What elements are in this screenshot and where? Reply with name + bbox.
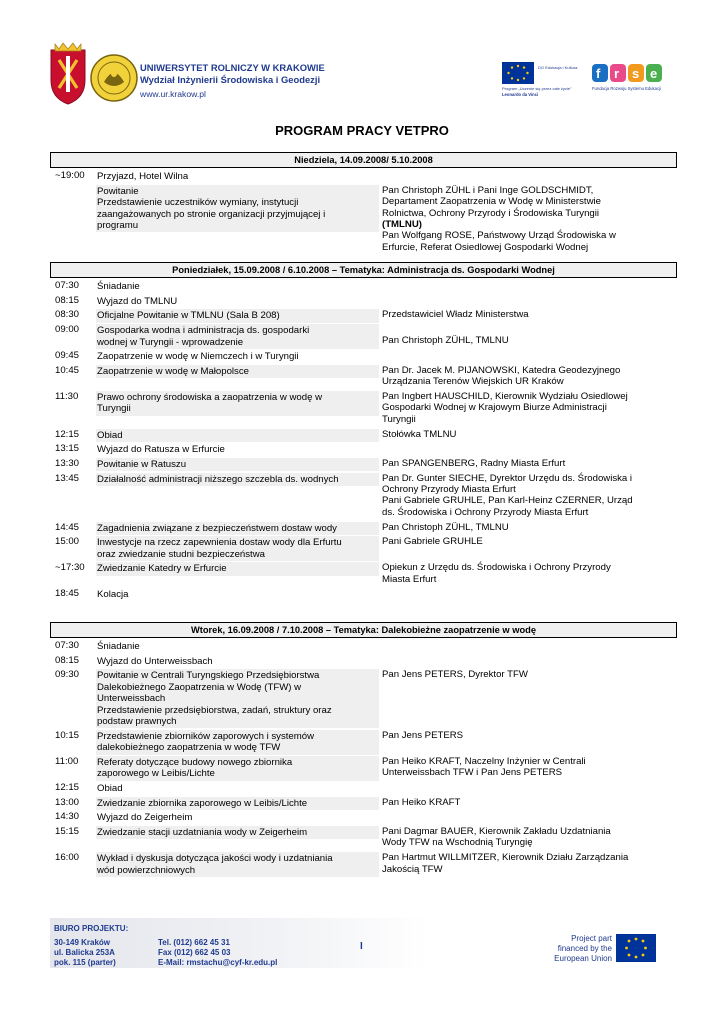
partner-logos	[500, 58, 682, 98]
responsible-line: Pan Christoph ZÜHL, TMLNU	[382, 521, 509, 533]
activity-line: Powitanie	[97, 185, 139, 197]
activity-line: wód powierzchniowych	[97, 864, 196, 876]
activity-line: zaporowego w Leibis/Lichte	[97, 768, 215, 780]
activity-line: Oficjalne Powitanie w TMLNU (Sala B 208)	[97, 310, 280, 322]
row-activity	[96, 458, 379, 471]
activity-line: podstaw prawnych	[97, 716, 177, 728]
responsible-line: Przedstawiciel Władz Ministerstwa	[382, 309, 529, 321]
day-header: Poniedziałek, 15.09.2008 / 6.10.2008 – Tematyka: Administracja ds. Gospodarki Wodnej	[50, 262, 677, 278]
frse-logo-icon	[592, 64, 662, 82]
row-activity	[96, 280, 379, 293]
responsible-line: Jakością TFW	[382, 863, 443, 875]
svg-text:s: s	[632, 66, 640, 81]
schedule-row	[50, 826, 675, 849]
row-responsible	[382, 309, 672, 320]
row-time: 08:15	[55, 294, 80, 306]
responsible-line: Wody TFW na Wschodnią Turyngię	[382, 837, 533, 849]
responsible-line: Rolnictwa, Ochrony Przyrody i Środowiska Turyngii	[382, 207, 600, 219]
schedule-row	[50, 391, 675, 425]
row-time: 10:45	[55, 364, 80, 376]
schedule-row	[50, 365, 675, 388]
responsible-line: Unterweissbach TFW i Pan Jens PETERS	[382, 767, 563, 779]
row-time: 11:30	[55, 391, 79, 402]
university-logos	[47, 40, 139, 106]
row-responsible	[382, 797, 672, 808]
row-activity	[96, 185, 379, 233]
responsible-line: Pan Dr. Jacek M. PIJANOWSKI, Katedra Geodezyjnego	[382, 364, 621, 376]
partner-text-dg: DG Edukacja i Kultura	[538, 65, 578, 70]
row-time: 15:00	[55, 536, 80, 548]
activity-line: dalekobieżnego zaopatrzenia w wodę TFW	[97, 742, 281, 754]
schedule-row	[50, 669, 675, 726]
address-street: ul. Balicka 253A	[54, 948, 115, 957]
row-activity	[96, 443, 379, 456]
activity-line: Unterweissbach	[97, 693, 166, 705]
row-time: 09:00	[55, 324, 80, 336]
schedule-row	[50, 324, 675, 347]
eu-text-3: European Union	[554, 954, 612, 963]
row-responsible	[382, 756, 672, 779]
schedule-row	[50, 756, 675, 779]
responsible-line: (TMLNU)	[382, 218, 422, 230]
schedule-row	[50, 782, 675, 793]
responsible-line: ds. Środowiska i Ochrony Przyrody Miasta Erfurt	[382, 506, 589, 518]
row-time: 08:15	[55, 654, 80, 666]
eu-text-1: Project part	[571, 934, 612, 943]
row-responsible	[382, 473, 672, 519]
office-address	[54, 938, 116, 968]
responsible-line: Departament Zaopatrzenia w Wodę w Ministerstwie	[382, 196, 601, 208]
activity-line: Kolacja	[97, 589, 129, 601]
frse-text: Fundacja Rozwoju Systemu Edukacji	[592, 86, 661, 91]
svg-text:e: e	[650, 66, 658, 81]
activity-line: Wyjazd do Ratusza w Erfurcie	[97, 444, 225, 456]
eu-text-2: financed by the	[557, 944, 612, 953]
faculty-name: Wydział Inżynierii Środowiska i Geodezji	[140, 74, 321, 85]
eu-flag-footer-icon	[616, 934, 656, 962]
row-time: 07:30	[55, 640, 80, 651]
activity-line: Wyjazd do TMLNU	[97, 295, 178, 307]
schedule-row	[50, 811, 675, 822]
activity-line: Obiad	[97, 782, 123, 794]
row-activity	[96, 756, 379, 781]
university-url[interactable]: www.ur.krakow.pl	[140, 89, 206, 99]
row-activity	[96, 429, 379, 442]
activity-line: Dalekobieżnego Zaopatrzenia w Wodę (TFW) w	[97, 681, 302, 693]
row-time: 15:15	[55, 826, 80, 837]
row-activity	[96, 730, 379, 755]
activity-line: Śniadanie	[97, 641, 140, 652]
schedule-row	[50, 458, 675, 469]
row-activity	[96, 826, 379, 839]
responsible-line: Pan Heiko KRAFT, Naczelny Inżynier w Centrali	[382, 755, 586, 767]
eu-funding-text	[548, 934, 612, 964]
schedule-row	[50, 473, 675, 519]
responsible-line: Pan Dr. Gunter SIECHE, Dyrektor Urzędu ds. Środowiska i	[382, 472, 633, 484]
schedule-row	[50, 536, 675, 559]
row-responsible	[382, 185, 672, 253]
schedule-row	[50, 562, 675, 585]
responsible-line: Pani Dagmar BAUER, Kierownik Zakładu Uzdatniania	[382, 826, 611, 837]
row-activity	[96, 295, 379, 308]
responsible-line: Pan Christoph ZÜHL i Pani Inge GOLDSCHMIDT,	[382, 184, 594, 196]
activity-line: Wykład i dyskusja dotycząca jakości wody i uzdatniania	[97, 853, 333, 865]
schedule-row	[50, 295, 675, 306]
responsible-line: Gospodarki Wodnej w Krajowym Biurze Administracji	[382, 402, 607, 414]
row-responsible	[382, 522, 672, 533]
row-activity	[96, 170, 379, 183]
activity-line: Gospodarka wodna i administracja ds. gospodarki	[97, 325, 310, 337]
row-time: 13:00	[55, 796, 80, 808]
row-activity	[96, 655, 379, 668]
row-time: 10:15	[55, 729, 80, 741]
row-activity	[96, 782, 379, 795]
responsible-line: Pani Gabriele GRUHLE, Pan Karl-Heinz CZERNER, Urząd	[382, 495, 633, 507]
row-time: 16:00	[55, 852, 80, 864]
activity-line: oraz zwiedzanie studni bezpieczeństwa	[97, 548, 265, 560]
krakow-coat-of-arms-icon	[51, 43, 85, 104]
row-activity	[96, 640, 379, 653]
activity-line: wodnej w Turyngii - wprowadzenie	[97, 336, 244, 348]
faculty-seal-icon	[91, 55, 137, 101]
responsible-line: Pan Heiko KRAFT	[382, 796, 461, 808]
row-activity	[96, 391, 379, 416]
office-contact	[158, 938, 277, 968]
row-time: 18:45	[55, 588, 80, 600]
schedule-row	[50, 640, 675, 651]
row-responsible	[382, 562, 672, 585]
row-activity	[96, 852, 379, 877]
activity-line: Powitanie w Ratuszu	[97, 458, 187, 470]
row-responsible	[382, 335, 672, 346]
eu-flag-icon	[502, 62, 534, 84]
schedule-row	[50, 588, 675, 599]
activity-line: Zwiedzanie zbiornika zaporowego w Leibis/Lichte	[97, 797, 308, 809]
row-time: 11:00	[55, 755, 79, 767]
day-header: Wtorek, 16.09.2008 / 7.10.2008 – Tematyka: Dalekobieżne zaopatrzenie w wodę	[50, 622, 677, 638]
responsible-line: Pan Hartmut WILLMITZER, Kierownik Działu Zarządzania	[382, 852, 629, 864]
responsible-line: Pan Jens PETERS, Dyrektor TFW	[382, 669, 528, 681]
row-time: 08:30	[55, 309, 80, 321]
partner-text-leonardo: Leonardo da Vinci	[502, 92, 539, 97]
activity-line: programu	[97, 219, 139, 231]
svg-text:f: f	[596, 66, 601, 81]
schedule-row	[50, 429, 675, 440]
row-time: 12:15	[55, 428, 80, 440]
row-time: 12:15	[55, 781, 80, 793]
responsible-line: Pan SPANGENBERG, Radny Miasta Erfurt	[382, 457, 566, 469]
schedule-row	[50, 350, 675, 361]
schedule-row	[50, 797, 675, 808]
schedule-row	[50, 170, 675, 181]
row-activity	[96, 473, 379, 486]
responsible-line: Pan Wolfgang ROSE, Państwowy Urząd Środowiska w	[382, 230, 616, 242]
activity-line: Wyjazd do Unterweissbach	[97, 655, 213, 667]
schedule-row	[50, 730, 675, 753]
activity-line: Obiad	[97, 429, 123, 441]
activity-line: zaangażowanych po stronie organizacji przyjmującej i	[97, 208, 326, 220]
schedule-row	[50, 655, 675, 666]
schedule-row	[50, 309, 675, 320]
schedule-row	[50, 443, 675, 454]
activity-line: Powitanie w Centrali Turyngskiego Przedsiębiorstwa	[97, 670, 320, 682]
office-email[interactable]: E-Mail: rmstachu@cyf-kr.edu.pl	[158, 958, 278, 967]
row-time: 09:30	[55, 669, 80, 681]
schedule-row	[50, 185, 675, 253]
responsible-line: Pan Jens PETERS	[382, 729, 464, 741]
schedule-row	[50, 852, 675, 875]
page-title: PROGRAM PRACY VETPRO	[275, 123, 449, 138]
row-responsible	[382, 365, 672, 388]
responsible-line: Pan Christoph ZÜHL, TMLNU	[382, 335, 509, 347]
row-activity	[96, 365, 379, 378]
svg-text:r: r	[614, 66, 620, 81]
row-time: ~17:30	[55, 562, 85, 574]
activity-line: Przyjazd, Hotel Wilna	[97, 171, 189, 182]
row-responsible	[382, 429, 672, 440]
row-activity	[96, 536, 379, 561]
university-name: UNIWERSYTET ROLNICZY W KRAKOWIE	[140, 62, 325, 73]
responsible-line: Ochrony Przyrody Miasta Erfurt	[382, 484, 516, 495]
row-responsible	[382, 730, 672, 741]
address-city: 30-149 Kraków	[54, 938, 111, 947]
responsible-line: Pani Gabriele GRUHLE	[382, 536, 483, 548]
responsible-line: Stołówka TMLNU	[382, 428, 457, 440]
row-responsible	[382, 391, 672, 425]
row-responsible	[382, 669, 672, 680]
row-responsible	[382, 458, 672, 469]
responsible-line: Miasta Erfurt	[382, 573, 437, 585]
row-time: 13:30	[55, 457, 80, 469]
row-activity	[96, 797, 379, 810]
activity-line: Przedstawienie uczestników wymiany, instytucji	[97, 197, 299, 209]
activity-line: Wyjazd do Zeigerheim	[97, 812, 193, 824]
row-activity	[96, 309, 379, 322]
office-title: BIURO PROJEKTU:	[54, 924, 129, 933]
day-header: Niedziela, 14.09.2008/ 5.10.2008	[50, 152, 677, 168]
row-activity	[96, 350, 379, 363]
activity-line: Turyngii	[97, 403, 131, 415]
activity-line: Śniadanie	[97, 281, 140, 292]
row-activity	[96, 669, 379, 728]
responsible-line: Urządzania Terenów Wiejskich UR Kraków	[382, 376, 564, 388]
row-time: 14:30	[55, 811, 80, 823]
activity-line: Referaty dotyczące budowy nowego zbiornika	[97, 756, 293, 768]
activity-line: Działalność administracji niższego szczebla ds. wodnych	[97, 473, 339, 485]
row-activity	[96, 811, 379, 824]
row-responsible	[382, 852, 672, 875]
row-activity	[96, 324, 379, 349]
row-time: 13:15	[55, 443, 80, 455]
schedule-row	[50, 280, 675, 291]
row-time: 13:45	[55, 472, 80, 484]
activity-line: Inwestycje na rzecz zapewnienia dostaw wody dla Erfurtu	[97, 537, 342, 549]
row-activity	[96, 562, 379, 575]
row-activity	[96, 588, 379, 601]
schedule-row	[50, 522, 675, 533]
activity-line: Zwiedzanie stacji uzdatniania wody w Zeigerheim	[97, 827, 308, 838]
row-time: 09:45	[55, 350, 80, 362]
office-tel: Tel. (012) 662 45 31	[158, 938, 230, 947]
row-activity	[96, 522, 379, 535]
activity-line: Przedstawienie zbiorników zaporowych i systemów	[97, 730, 315, 742]
row-responsible	[382, 826, 672, 849]
responsible-line: Erfurcie, Referat Osiedlowej Gospodarki Wodnej	[382, 241, 589, 253]
office-fax: Fax (012) 662 45 03	[158, 948, 231, 957]
row-responsible	[382, 536, 672, 547]
activity-line: Przedstawienie przedsiębiorstwa, zadań, struktury oraz	[97, 704, 332, 716]
row-time: ~19:00	[55, 170, 85, 181]
address-room: pok. 115 (parter)	[54, 958, 116, 967]
responsible-line: Turyngii	[382, 413, 416, 425]
row-time: 14:45	[55, 521, 80, 533]
activity-line: Zaopatrzenie w wodę w Niemczech i w Turyngii	[97, 351, 299, 363]
partner-text-program: Program „Uczenie się przez całe życie”	[502, 86, 572, 91]
activity-line: Zaopatrzenie w wodę w Małopolsce	[97, 365, 249, 377]
activity-line: Zwiedzanie Katedry w Erfurcie	[97, 563, 227, 575]
responsible-line: Opiekun z Urzędu ds. Środowiska i Ochrony Przyrody	[382, 562, 611, 574]
activity-line: Prawo ochrony środowiska a zaopatrzenia w wodę w	[97, 392, 323, 403]
activity-line: Zagadnienia związane z bezpieczeństwem dostaw wody	[97, 522, 337, 534]
page-number: I	[360, 941, 363, 952]
row-time: 07:30	[55, 280, 80, 291]
responsible-line: Pan Ingbert HAUSCHILD, Kierownik Wydziału Osiedlowej	[382, 391, 628, 402]
